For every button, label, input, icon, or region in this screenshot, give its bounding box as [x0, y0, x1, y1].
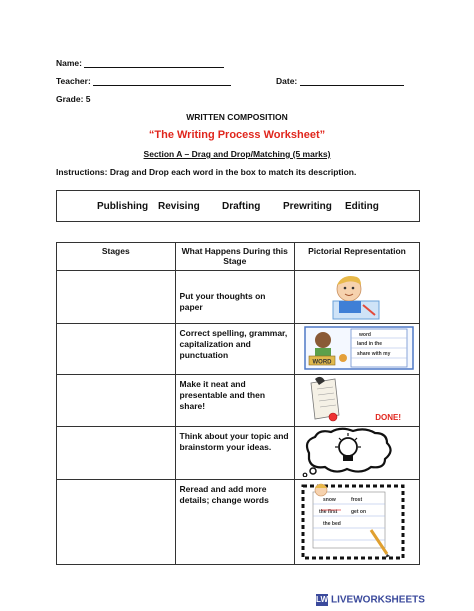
edited-paper-picture: [294, 480, 419, 565]
table-row: [57, 375, 420, 427]
date-label: Date:: [276, 76, 298, 86]
date-field[interactable]: [300, 76, 404, 86]
stage-drop-zone-5[interactable]: [57, 480, 176, 565]
brand-name: LIVEWORKSHEETS: [331, 594, 425, 606]
stage-description: [175, 324, 294, 375]
picture-word-label: WORD: [312, 359, 332, 366]
grade-label: Grade: 5: [56, 94, 91, 104]
date-line: [276, 76, 404, 86]
table-row: [57, 427, 420, 480]
name-label: Name:: [56, 58, 82, 68]
worksheet-title: “The Writing Process Worksheet”: [148, 129, 326, 141]
word-drafting[interactable]: Drafting: [222, 201, 261, 212]
word-prewriting[interactable]: Prewriting: [283, 201, 332, 212]
header-what-happens: What Happens During this Stage: [175, 243, 294, 271]
instructions: Instructions: Drag and Drop each word in the box to match its description.: [56, 167, 357, 177]
description-text: Correct spelling, grammar, capitalization and punctuation: [179, 328, 288, 360]
stage-description: [175, 271, 294, 324]
table-row: [57, 271, 420, 324]
paper-word-5: the bed: [322, 521, 341, 527]
stage-drop-zone-2[interactable]: [57, 324, 176, 375]
header-stages: Stages: [57, 243, 176, 271]
stage-drop-zone-4[interactable]: [57, 427, 176, 480]
paper-word-2: frost: [350, 497, 363, 503]
stage-drop-zone-1[interactable]: [57, 271, 176, 324]
description-text: Think about your topic and brainstorm your ideas.: [179, 431, 289, 452]
stages-table: [56, 242, 420, 565]
paper-word-3: the first: [318, 509, 338, 515]
table-row: [57, 324, 420, 375]
picture-list-line-1: word: [358, 332, 371, 338]
lightbulb-thought-picture: [294, 427, 419, 480]
name-line: [56, 58, 224, 68]
description-text: Put your thoughts on paper: [179, 291, 266, 312]
word-editing[interactable]: Editing: [345, 201, 379, 212]
word-revising[interactable]: Revising: [158, 201, 200, 212]
teacher-field[interactable]: [93, 76, 231, 86]
header-pictorial: Pictorial Representation: [294, 243, 419, 271]
section-title-text: Section A – Drag and Drop/Matching (5 marks): [143, 149, 331, 159]
scroll-done-picture: [294, 375, 419, 427]
lightbulb-icon: [295, 427, 419, 477]
stage-description: [175, 427, 294, 480]
word-publishing[interactable]: Publishing: [97, 201, 149, 212]
paper-word-1: snow: [322, 497, 336, 503]
word-bank: [56, 190, 420, 222]
stage-drop-zone-3[interactable]: [57, 375, 176, 427]
table-row: [57, 480, 420, 565]
footer-brand: [316, 594, 425, 606]
picture-list-line-2: land in the: [356, 341, 382, 347]
main-title: WRITTEN COMPOSITION: [186, 112, 288, 122]
section-title: [0, 149, 474, 159]
scroll-icon: [295, 375, 419, 424]
boy-word-list-icon: [295, 324, 419, 372]
table-header-row: [57, 243, 420, 271]
boy-writing-picture: [294, 271, 419, 324]
teacher-label: Teacher:: [56, 76, 91, 86]
liveworksheets-logo-icon: LW: [316, 595, 328, 604]
boy-writing-icon: [295, 271, 419, 321]
description-text: Make it neat and presentable and then share!: [179, 379, 266, 411]
description-text: Reread and add more details; change words: [179, 484, 269, 505]
paper-word-4: get on: [350, 509, 366, 515]
edited-paper-icon: [295, 480, 419, 562]
boy-with-word-list-picture: [294, 324, 419, 375]
stage-description: [175, 375, 294, 427]
stage-description: [175, 480, 294, 565]
picture-list-line-3: share with my: [356, 351, 391, 357]
teacher-line: [56, 76, 231, 86]
name-field[interactable]: [84, 58, 224, 68]
done-label: DONE!: [375, 413, 401, 422]
